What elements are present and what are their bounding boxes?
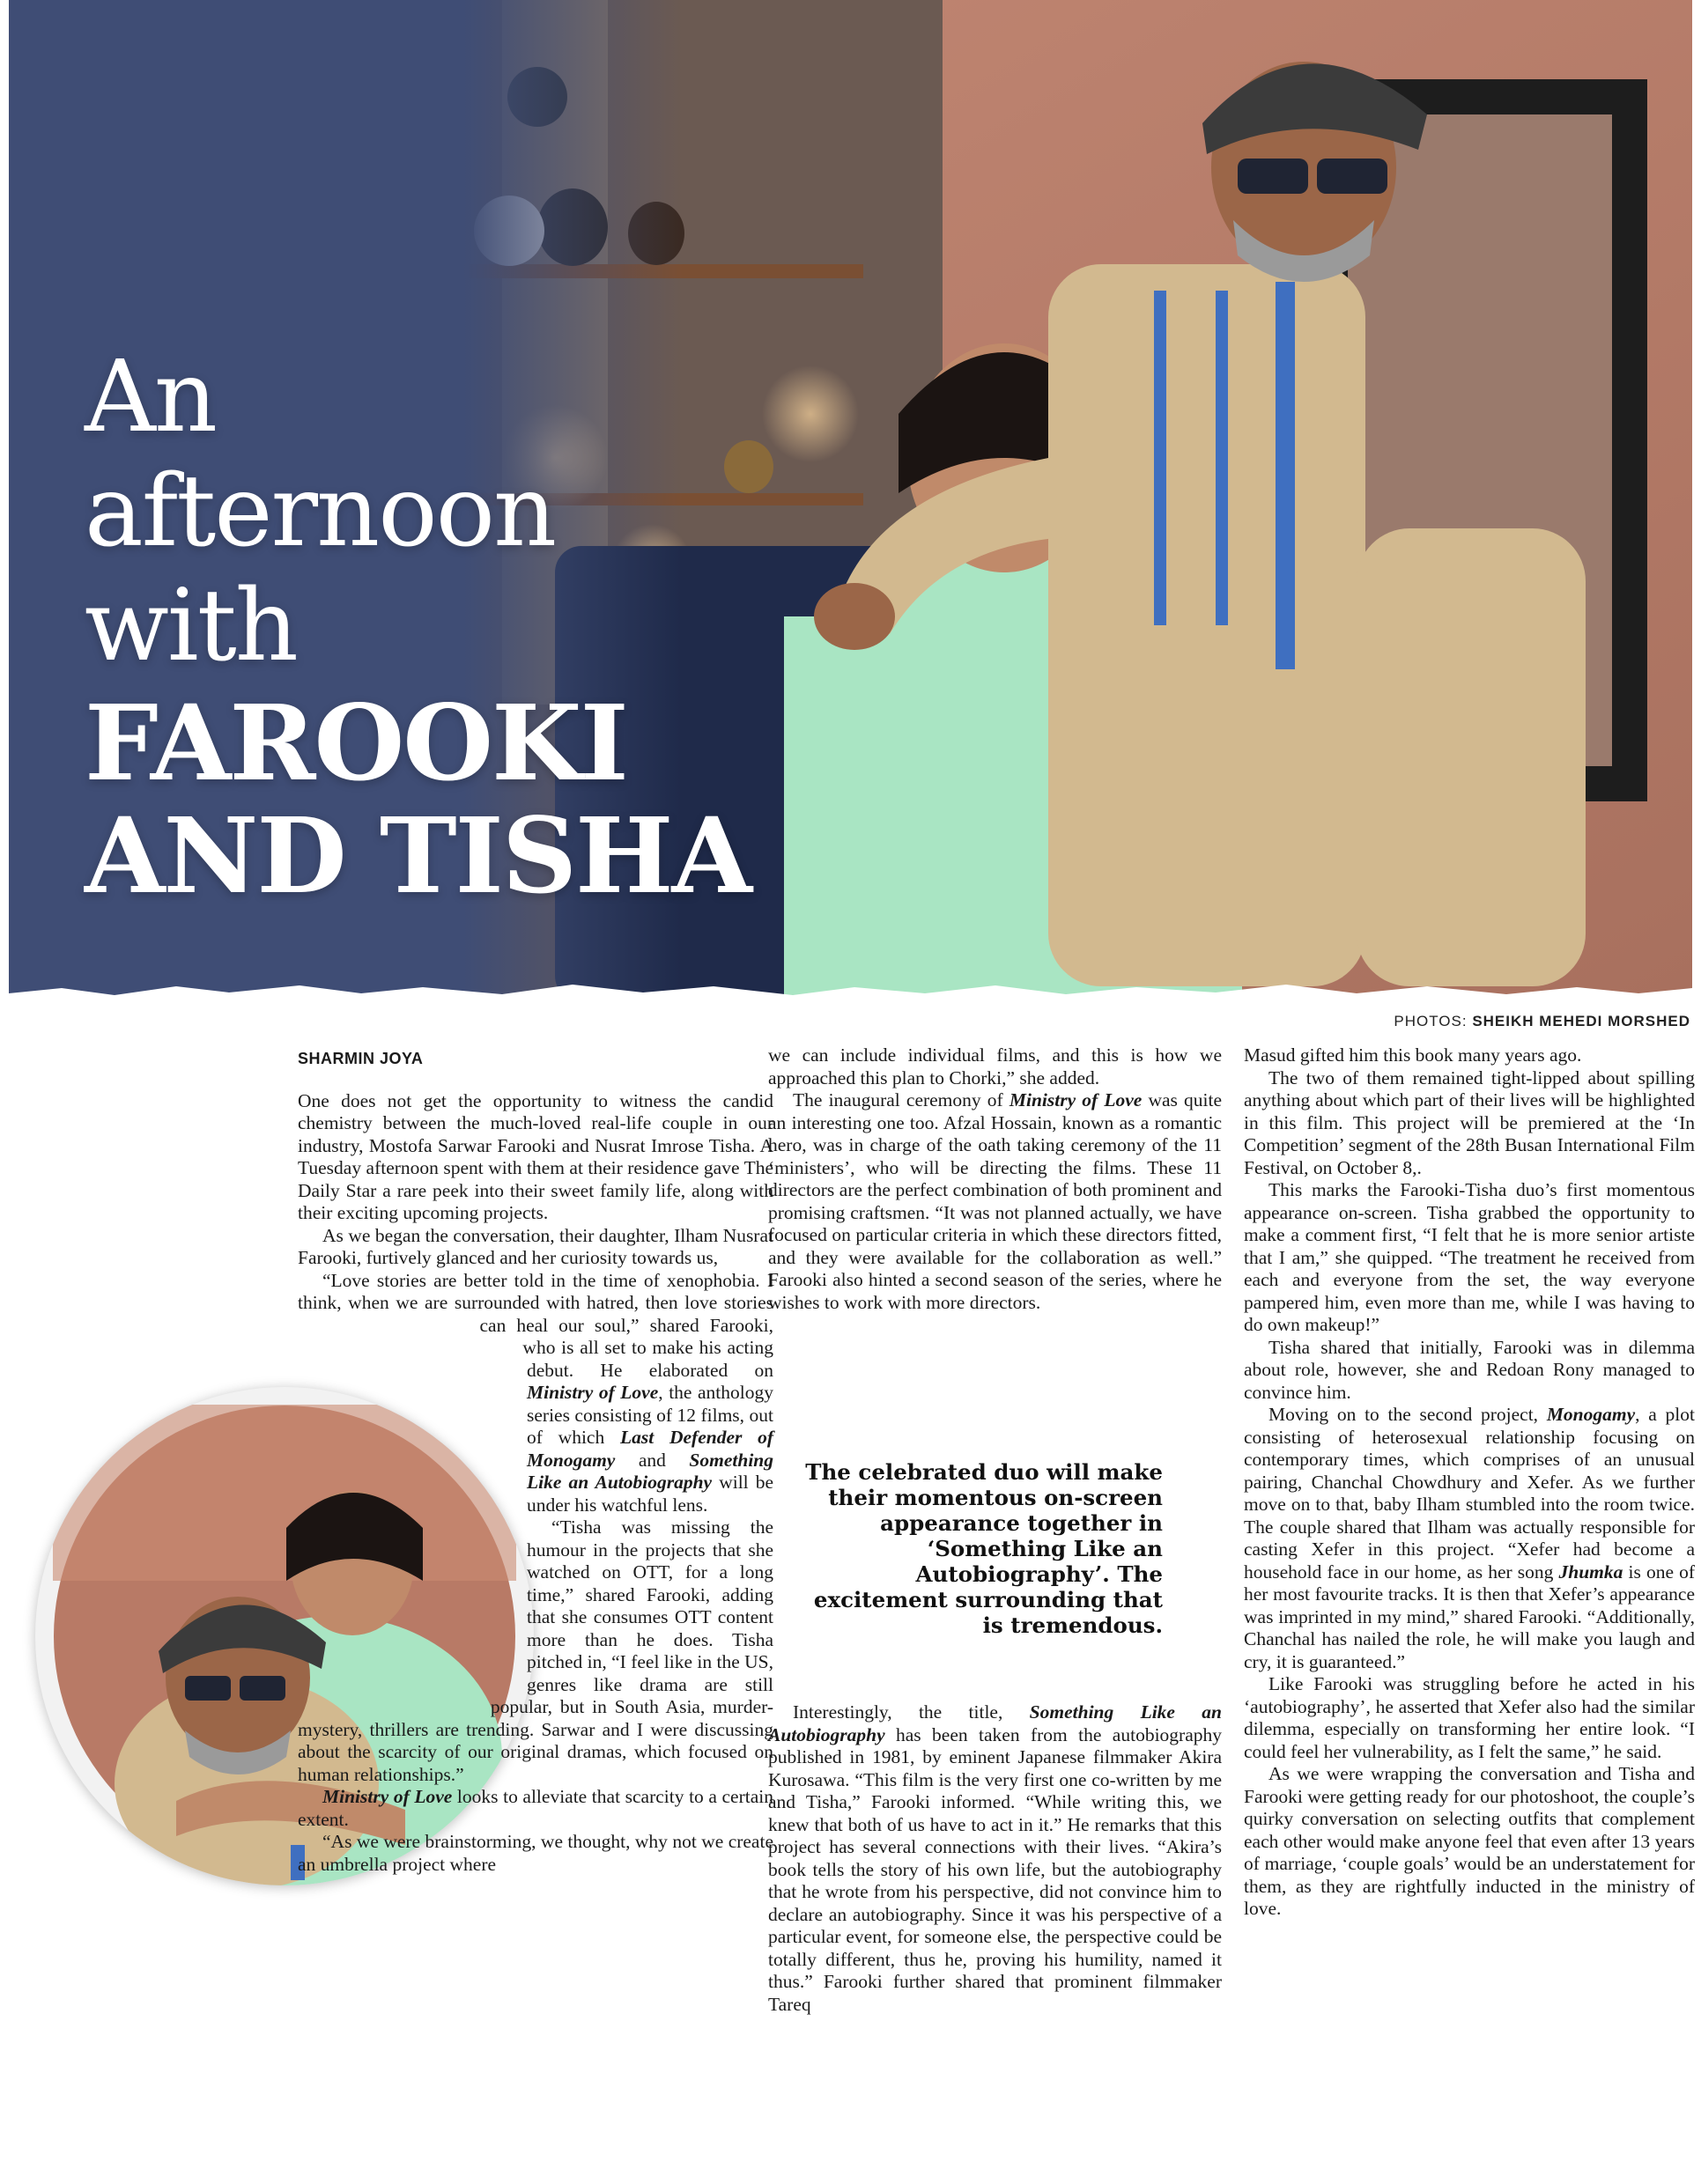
- col3-paragraph-5: [1244, 1404, 1695, 1673]
- col3-paragraph-3: This marks the Farooki-Tisha duo’s first momentous appearance on-screen. Tisha grabbed the opportunity to make a comment first, “I felt that he is more senior artiste that I am,” she quipped. “The treatment he received from each and everyone from the set, the way everyone pampered him, even more than me, while I was having to do own makeup!”: [1244, 1179, 1695, 1335]
- col2-p2-b: was quite an interesting one too. Afzal Hossain, known as a romantic hero, was in charge of the oath taking ceremony of the 11 ‘ministers’, who will be directing the films. These 11 directors are the perfect combination of both prominent and promising craftsmen. “It was not planned actually, we have focused on particular criteria in which these directors fitted, and they were available for the collaboration as well.” Farooki also hinted a second season of the series, where he wishes to work with more directors.: [768, 1089, 1223, 1313]
- col2-p2-a: The inaugural ceremony of: [793, 1089, 1003, 1110]
- col3-p5-a: Moving on to the second project,: [1268, 1404, 1539, 1425]
- col1-p3-title-2: Last Defender of Monogamy: [527, 1427, 774, 1471]
- headline-line-4: FAROOKI: [85, 682, 627, 804]
- col3-paragraph-1: Masud gifted him this book many years ago.: [1244, 1044, 1582, 1066]
- col3-paragraph-6: Like Farooki was struggling before he acted in his ‘autobiography’, he asserted that Xefer also had the similar dilemma, especially on transforming her entire look. “I could feel her vulnerability, as I felt the same,” he said.: [1244, 1673, 1695, 1762]
- col2-p3-a: Interestingly, the title,: [793, 1701, 1003, 1723]
- col3-paragraph-4: Tisha shared that initially, Farooki was in dilemma about role, however, she and Redoan Rony managed to convince him.: [1244, 1336, 1695, 1403]
- photo-credit: [1394, 1013, 1690, 1030]
- circle-wrap-spacer: [33, 1275, 527, 1768]
- headline-line-3: with: [85, 569, 297, 683]
- col1-p3-b: , the anthology series consisting of 12 films, out of which: [527, 1382, 773, 1448]
- col2-paragraph-2: [768, 1089, 1222, 1314]
- col1-p3-d: will be under his watchful lens.: [527, 1472, 774, 1516]
- col2-p3-title: Something Like an Autobiography: [768, 1701, 1222, 1745]
- col3-p5-c: is one of her most favourite tracks. It is then that Xefer’s appearance was imprinted in my mind,” shared Farooki. “Additionally, Chanchal has nailed the role, he will make you laugh and cry, it is guaranteed.”: [1244, 1561, 1695, 1672]
- headline-line-5: AND TISHA: [85, 794, 751, 917]
- photo-credit-name: SHEIKH MEHEDI MORSHED: [1472, 1013, 1690, 1029]
- article-column-1: [298, 1044, 773, 1876]
- col1-paragraph-6: “As we were brainstorming, we thought, why not we create an umbrella project where: [298, 1831, 773, 1875]
- col2-paragraph-3: [768, 1701, 1222, 2016]
- col3-p5-song: Jhumka: [1558, 1561, 1623, 1583]
- col1-p3-title-1: Ministry of Love: [527, 1382, 659, 1403]
- headline-line-2: afternoon: [85, 454, 556, 569]
- headline-line-1: An: [85, 340, 217, 454]
- col2-paragraph-1: we can include individual films, and this is how we approached this plan to Chorki,” she added.: [768, 1044, 1222, 1088]
- headline: [85, 340, 751, 917]
- col1-p5-text: looks to alleviate that scarcity to a certain extent.: [298, 1786, 773, 1830]
- col1-paragraph-1: One does not get the opportunity to witness the candid chemistry between the much-loved real-life couple in our industry, Mostofa Sarwar Farooki and Nusrat Imrose Tisha. A Tuesday afternoon spent with them at their residence gave The Daily Star a rare peek into their sweet family life, along with their exciting upcoming projects.: [298, 1089, 773, 1223]
- col3-paragraph-2: The two of them remained tight-lipped about spilling anything about which part of their lives will be highlighted in this film. This project will be premiered at the ‘In Competition’ segment of the 28th Busan International Film Festival, on October 8,.: [1244, 1066, 1695, 1178]
- byline: SHARMIN JOYA: [298, 1050, 424, 1067]
- col1-paragraph-5: [298, 1786, 773, 1831]
- col1-p3-title-3: Something Like an Autobiography: [527, 1449, 774, 1493]
- col2-p3-b: has been taken from the autobiography published in 1981, by eminent Japanese filmmaker Akira Kurosawa. “This film is the very first one co-written by me and Tisha,” Farooki informed. “While writing this, we knew that both of us have to act in it.” He remarks that this project has several connections with their lives. “Akira’s book tells the story of his own life, but the autobiography that he wrote from his perspective, did not convince him to declare an autobiography. Since it was his perspective of a particular event, for someone else, the perspective could be totally different, thus he, proving his humility, named it thus.” Farooki further shared that prominent filmmaker Tareq: [768, 1723, 1222, 2015]
- col2-p2-title: Ministry of Love: [1009, 1089, 1143, 1110]
- col1-paragraph-2: As we began the conversation, their daughter, Ilham Nusrat Farooki, furtively glanced and her curiosity towards us,: [298, 1224, 773, 1268]
- hero-photo: [9, 0, 1692, 1002]
- col1-p3-a: “Love stories are better told in the time of xenophobia. I think, when we are surrounded with hatred, then love stories can heal our soul,” shared Farooki, who is all set to make his acting debut. He elaborated on: [298, 1269, 773, 1381]
- pull-quote: The celebrated duo will make their momentous on-screen appearance together in ‘Something Like an Autobiography’. The excitement surrounding that is tremendous.: [805, 1459, 1163, 1638]
- col1-p5-title: Ministry of Love: [322, 1786, 453, 1807]
- article-column-3: [1244, 1044, 1695, 1921]
- col1-paragraph-4: “Tisha was missing the humour in the projects that she watched on OTT, for a long time,” shared Farooki, adding that she consumes OTT content more than he does. Tisha pitched in, “I feel like in the US, genres like drama are still popular, but in South Asia, murder-mystery, thrillers are trending. Sarwar and I were discussing about the scarcity of our original dramas, which focused on human relationships.”: [298, 1516, 774, 1785]
- col1-p3-c: and: [638, 1449, 666, 1471]
- col3-p5-title: Monogamy: [1546, 1404, 1636, 1425]
- col3-paragraph-7: As we were wrapping the conversation and Tisha and Farooki were getting ready for our photoshoot, the couple’s quirky conversation on selecting outfits that complement each other would make anyone feel that even after 13 years of marriage, ‘couple goals’ would be an understatement for them, as they are rightfully inducted in the ministry of love.: [1244, 1763, 1695, 1919]
- photo-credit-label: PHOTOS:: [1394, 1013, 1468, 1029]
- col3-p5-b: , a plot consisting of heterosexual relationship focusing on contemporary times, which comprises of an unusual pairing, Chanchal Chowdhury and Xefer. As we further move on to that, baby Ilham stumbled into the room twice. The couple shared that Ilham was actually responsible for casting Xefer in this project. “Xefer had become a household face in our home, as her song: [1244, 1404, 1696, 1583]
